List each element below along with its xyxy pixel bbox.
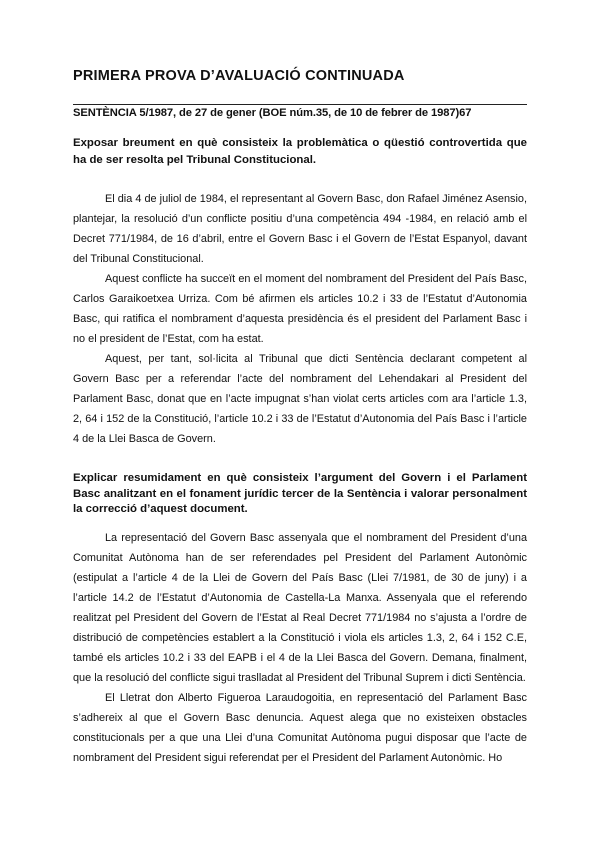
paragraph: Aquest, per tant, sol·licita al Tribunal que dicti Sentència declarant competent al Govern Basc per a referendar l’acte del nombrament del Lehendakari al President del Parlament Basc, donat que en l’acte impugnat s’han violat certs articles com ara l’article 1.3, 2, 64 i 152 de la Constitució, l’article 10.2 i 33 de l’Estatut d’Autonomia del País Basc i l’article 4 de la Llei Basca de Govern.: [73, 353, 527, 445]
paragraph: Aquest conflicte ha succeït en el moment del nombrament del President del País Basc, Carlos Garaikoetxea Urriza. Com bé afirmen els articles 10.2 i 33 de l’Estatut d’Autonomia Basc, qui ratifica el nombrament d’aquesta presidència és el president del Parlament Basc i no el president de l’Estat, com ha estat.: [73, 273, 527, 345]
paragraph: El Lletrat don Alberto Figueroa Laraudogoitia, en representació del Parlament Basc s’adhereix al que el Govern Basc denuncia. Aquest alega que no existeixen obstacles constitucionals per a que una Llei d’una Comunitat Autònoma pugui disposar que l’acte de nombrament del President sigui referendat per el President del Parlament Autonòmic. Ho: [73, 691, 527, 764]
paragraph: El dia 4 de juliol de 1984, el representant al Govern Basc, don Rafael Jiménez Asensio, plantejar, la resolució d’un conflicte positiu d’una competència 494 -1984, en relació amb el Decret 771/1984, de 16 d’abril, entre el Govern Basc i el Govern de l’Estat Espanyol, davant del Tribunal Constitucional.: [73, 193, 527, 265]
sentence-reference: SENTÈNCIA 5/1987, de 27 de gener (BOE núm.35, de 10 de febrer de 1987)67: [73, 104, 527, 119]
page-title: PRIMERA PROVA D’AVALUACIÓ CONTINUADA: [73, 68, 405, 84]
question-1: Exposar breument en què consisteix la problemàtica o qüestió controvertida que ha de ser resolta pel Tribunal Constitucional.: [73, 137, 527, 166]
paragraph: La representació del Govern Basc assenyala que el nombrament del President d’una Comunitat Autònoma han de ser referendades pel President del Parlament Autonòmic (estipulat a l’article 4 de la Llei de Govern del País Basc (Llei 7/1981, de 30 de juny) i a l’article 14.2 de l’Estatut d’Autonomia de Castella-La Manxa. Assenyala que el referendo realitzat pel President del Govern de l’Estat al Real Decret 771/1984 no s’ajusta a l’ordre de distribució de competències establert a la Constitució i viola els articles 1.3, 2, 64 i 152 C.E, també els articles 10.2 i 33 del EAPB i el 4 de la Llei Basca del Govern. Demana, finalment, que la resolució del conflicte sigui traslladat al President del Tribunal Suprem i dicti Sentència.: [73, 531, 527, 684]
question-2: Explicar resumidament en què consisteix l’argument del Govern i el Parlament Basc analitzant en el fonament jurídic tercer de la Sentència i valorar personalment la correcció d’aquest document.: [73, 472, 527, 515]
